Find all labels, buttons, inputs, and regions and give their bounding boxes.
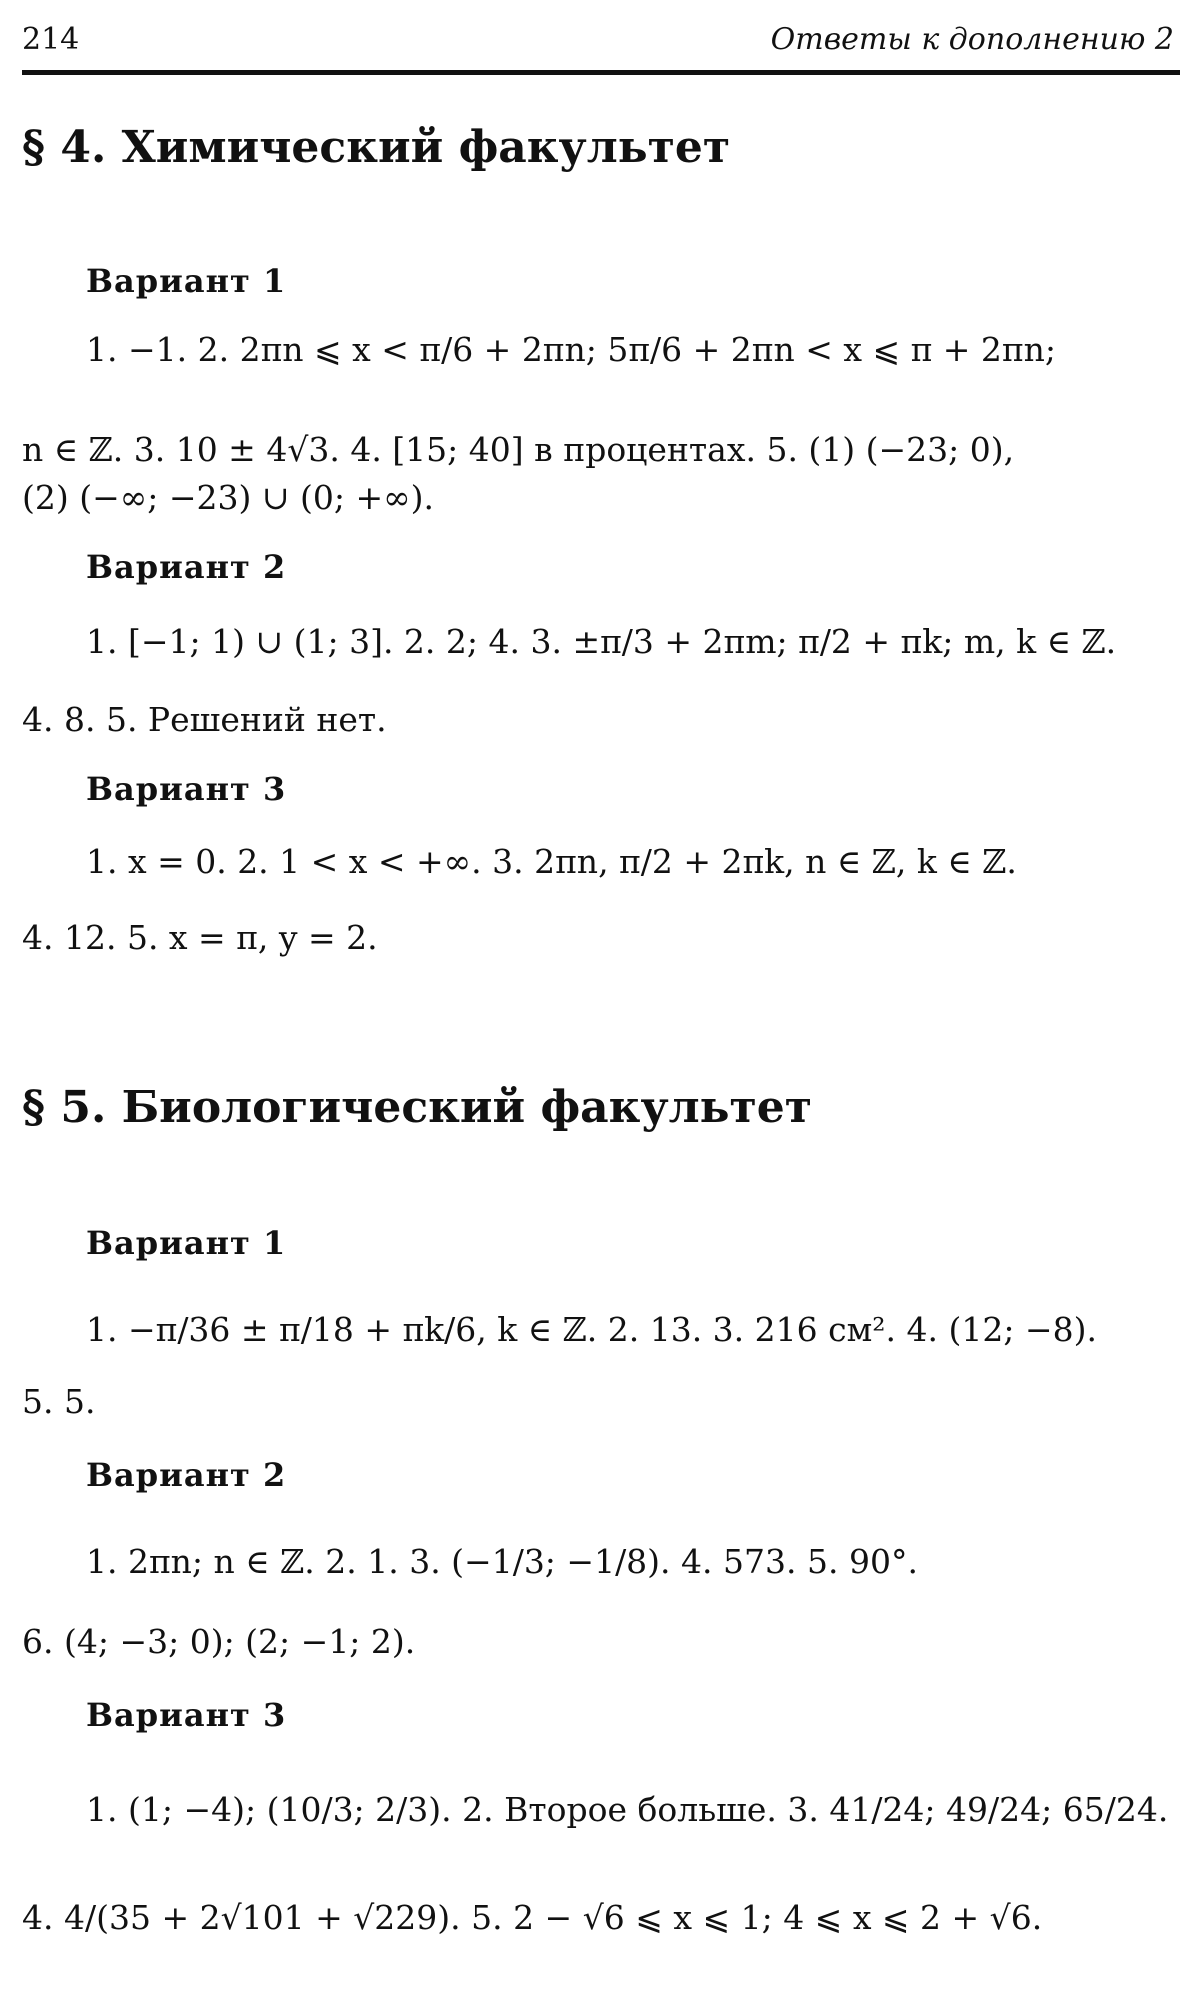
answer-text: n ∈ ℤ. 3. 10 ± 4√3. 4. [15; 40] в процентах. 5. (1) (−23; 0),: [22, 430, 1015, 469]
answer-text: 1. [−1; 1) ∪ (1; 3]. 2. 2; 4. 3. ±π/3 + 2πm; π/2 + πk; m, k ∈ ℤ.: [86, 622, 1117, 661]
variant-title: Вариант 2: [86, 1456, 287, 1494]
answer-text: 1. −1. 2. 2πn ⩽ x < π/6 + 2πn; 5π/6 + 2πn < x ⩽ π + 2πn;: [86, 330, 1056, 369]
answer-line: [22, 430, 1180, 469]
section-title-biology: § 5. Биологический факультет: [22, 1082, 813, 1133]
answer-line: [22, 478, 1180, 517]
answer-line: [86, 1310, 1180, 1349]
answer-text: (2) (−∞; −23) ∪ (0; +∞).: [22, 478, 434, 517]
answer-line: [22, 918, 1180, 957]
variant-title: Вариант 1: [86, 1224, 287, 1262]
answer-line: [86, 842, 1180, 881]
answer-line: [22, 1622, 1180, 1661]
answer-text: 4. 8. 5. Решений нет.: [22, 700, 387, 739]
answer-line: [22, 1898, 1180, 1937]
answer-text: 1. 2πn; n ∈ ℤ. 2. 1. 3. (−1/3; −1/8). 4. 573. 5. 90°.: [86, 1542, 918, 1581]
answer-text: 4. 4/(35 + 2√101 + √229). 5. 2 − √6 ⩽ x ⩽ 1; 4 ⩽ x ⩽ 2 + √6.: [22, 1898, 1043, 1937]
answer-text: 1. −π/36 ± π/18 + πk/6, k ∈ ℤ. 2. 13. 3. 216 см². 4. (12; −8).: [86, 1310, 1097, 1349]
answer-text: 5. 5.: [22, 1382, 96, 1421]
answer-line: [86, 1790, 1180, 1829]
answer-line: [86, 330, 1180, 369]
answer-line: [22, 1382, 1180, 1421]
answer-line: [86, 622, 1180, 661]
page: [22, 0, 1180, 1999]
header-rule: [22, 70, 1180, 75]
answer-line: [22, 700, 1180, 739]
running-head: [22, 18, 1180, 62]
variant-title: Вариант 3: [86, 770, 287, 808]
answer-text: 1. (1; −4); (10/3; 2/3). 2. Второе больше. 3. 41/24; 49/24; 65/24.: [86, 1790, 1169, 1829]
section-title-chemistry: § 4. Химический факультет: [22, 122, 731, 173]
running-title: Ответы к дополнению 2: [770, 22, 1174, 57]
variant-title: Вариант 3: [86, 1696, 287, 1734]
page-number: 214: [22, 22, 80, 57]
answer-text: 1. x = 0. 2. 1 < x < +∞. 3. 2πn, π/2 + 2πk, n ∈ ℤ, k ∈ ℤ.: [86, 842, 1017, 881]
variant-title: Вариант 1: [86, 262, 287, 300]
variant-title: Вариант 2: [86, 548, 287, 586]
answer-line: [86, 1542, 1180, 1581]
answer-text: 4. 12. 5. x = π, y = 2.: [22, 918, 378, 957]
answer-text: 6. (4; −3; 0); (2; −1; 2).: [22, 1622, 416, 1661]
